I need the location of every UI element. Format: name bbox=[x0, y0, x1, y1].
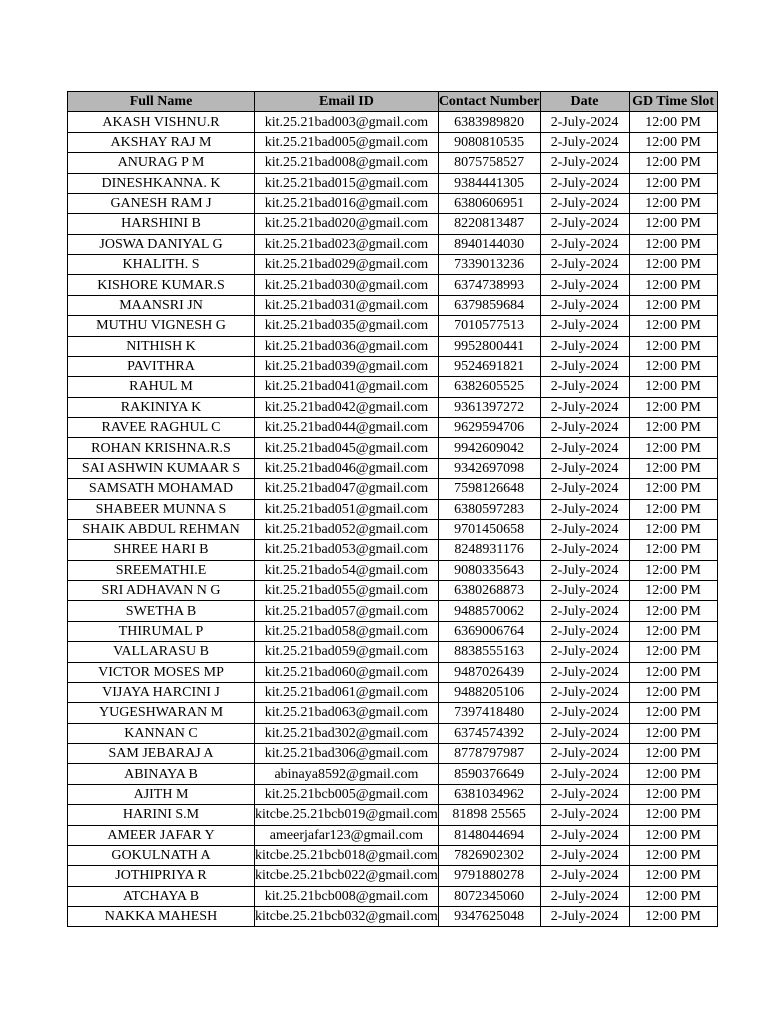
cell-email-id-text: kit.25.21bad042@gmail.com bbox=[264, 399, 429, 415]
cell-date: 2-July-2024 bbox=[540, 499, 629, 519]
cell-email-id bbox=[255, 112, 439, 132]
table-row bbox=[68, 153, 718, 173]
cell-gd-time-slot: 12:00 PM bbox=[629, 662, 717, 682]
cell-contact-number: 8148044694 bbox=[438, 825, 540, 845]
cell-contact-number: 7397418480 bbox=[438, 703, 540, 723]
cell-email-id-text: kit.25.21bad036@gmail.com bbox=[264, 338, 429, 354]
cell-email-id bbox=[255, 723, 439, 743]
cell-email-id-text: kit.25.21bad302@gmail.com bbox=[264, 725, 429, 741]
table-row bbox=[68, 601, 718, 621]
cell-date: 2-July-2024 bbox=[540, 601, 629, 621]
cell-date: 2-July-2024 bbox=[540, 336, 629, 356]
cell-contact-number: 8940144030 bbox=[438, 234, 540, 254]
cell-date: 2-July-2024 bbox=[540, 540, 629, 560]
cell-email-id-text: kit.25.21bad035@gmail.com bbox=[264, 318, 429, 334]
cell-email-id bbox=[255, 214, 439, 234]
cell-gd-time-slot: 12:00 PM bbox=[629, 621, 717, 641]
cell-gd-time-slot: 12:00 PM bbox=[629, 744, 717, 764]
table-row bbox=[68, 744, 718, 764]
cell-full-name: RAKINIYA K bbox=[68, 397, 255, 417]
cell-full-name: SAI ASHWIN KUMAAR S bbox=[68, 458, 255, 478]
table-row bbox=[68, 581, 718, 601]
cell-contact-number: 8778797987 bbox=[438, 744, 540, 764]
table-row bbox=[68, 214, 718, 234]
cell-email-id bbox=[255, 703, 439, 723]
cell-date: 2-July-2024 bbox=[540, 519, 629, 539]
cell-full-name: NITHISH K bbox=[68, 336, 255, 356]
cell-date: 2-July-2024 bbox=[540, 560, 629, 580]
cell-full-name: ROHAN KRISHNA.R.S bbox=[68, 438, 255, 458]
cell-date: 2-July-2024 bbox=[540, 214, 629, 234]
cell-email-id-text: kit.25.21bad061@gmail.com bbox=[264, 685, 429, 701]
cell-gd-time-slot: 12:00 PM bbox=[629, 560, 717, 580]
header-full-name: Full Name bbox=[68, 92, 255, 112]
cell-email-id-text: kit.25.21bad047@gmail.com bbox=[264, 481, 429, 497]
cell-full-name: ABINAYA B bbox=[68, 764, 255, 784]
table-row bbox=[68, 540, 718, 560]
cell-full-name: JOSWA DANIYAL G bbox=[68, 234, 255, 254]
cell-contact-number: 9942609042 bbox=[438, 438, 540, 458]
cell-full-name: SWETHA B bbox=[68, 601, 255, 621]
cell-email-id-text: kit.25.21bad031@gmail.com bbox=[264, 297, 429, 313]
cell-email-id-text: kit.25.21bad041@gmail.com bbox=[264, 379, 429, 395]
cell-date: 2-July-2024 bbox=[540, 642, 629, 662]
cell-full-name: SHABEER MUNNA S bbox=[68, 499, 255, 519]
cell-date: 2-July-2024 bbox=[540, 907, 629, 927]
cell-full-name: RAVEE RAGHUL C bbox=[68, 418, 255, 438]
table-row bbox=[68, 642, 718, 662]
cell-full-name: ATCHAYA B bbox=[68, 886, 255, 906]
cell-email-id-text: kit.25.21bad003@gmail.com bbox=[264, 114, 429, 130]
cell-email-id bbox=[255, 682, 439, 702]
cell-date: 2-July-2024 bbox=[540, 377, 629, 397]
cell-email-id bbox=[255, 907, 439, 927]
cell-email-id bbox=[255, 193, 439, 213]
cell-email-id-text: kit.25.21bad023@gmail.com bbox=[264, 236, 429, 252]
cell-date: 2-July-2024 bbox=[540, 845, 629, 865]
cell-gd-time-slot: 12:00 PM bbox=[629, 397, 717, 417]
cell-gd-time-slot: 12:00 PM bbox=[629, 316, 717, 336]
cell-email-id bbox=[255, 744, 439, 764]
cell-email-id-text: kitcbe.25.21bcb022@gmail.com bbox=[255, 868, 438, 884]
cell-full-name: SAMSATH MOHAMAD bbox=[68, 479, 255, 499]
cell-contact-number: 6383989820 bbox=[438, 112, 540, 132]
cell-full-name: SAM JEBARAJ A bbox=[68, 744, 255, 764]
cell-contact-number: 9342697098 bbox=[438, 458, 540, 478]
cell-date: 2-July-2024 bbox=[540, 805, 629, 825]
cell-full-name: VALLARASU B bbox=[68, 642, 255, 662]
table-row bbox=[68, 397, 718, 417]
cell-full-name: AMEER JAFAR Y bbox=[68, 825, 255, 845]
cell-email-id-text: kit.25.21bad057@gmail.com bbox=[264, 603, 429, 619]
cell-email-id-text: kit.25.21bad030@gmail.com bbox=[264, 277, 429, 293]
cell-date: 2-July-2024 bbox=[540, 479, 629, 499]
cell-email-id bbox=[255, 519, 439, 539]
cell-email-id-text: kit.25.21bad055@gmail.com bbox=[264, 583, 429, 599]
cell-email-id-text: kit.25.21bad039@gmail.com bbox=[264, 359, 429, 375]
cell-email-id bbox=[255, 356, 439, 376]
cell-gd-time-slot: 12:00 PM bbox=[629, 234, 717, 254]
cell-date: 2-July-2024 bbox=[540, 886, 629, 906]
cell-contact-number: 6374574392 bbox=[438, 723, 540, 743]
cell-gd-time-slot: 12:00 PM bbox=[629, 581, 717, 601]
cell-gd-time-slot: 12:00 PM bbox=[629, 153, 717, 173]
table-row bbox=[68, 193, 718, 213]
cell-gd-time-slot: 12:00 PM bbox=[629, 784, 717, 804]
cell-email-id bbox=[255, 173, 439, 193]
cell-email-id bbox=[255, 621, 439, 641]
cell-email-id bbox=[255, 642, 439, 662]
table-row bbox=[68, 845, 718, 865]
cell-date: 2-July-2024 bbox=[540, 764, 629, 784]
cell-email-id-text: kitcbe.25.21bcb018@gmail.com bbox=[255, 848, 438, 864]
cell-gd-time-slot: 12:00 PM bbox=[629, 601, 717, 621]
cell-gd-time-slot: 12:00 PM bbox=[629, 458, 717, 478]
cell-date: 2-July-2024 bbox=[540, 295, 629, 315]
cell-full-name: HARSHINI B bbox=[68, 214, 255, 234]
cell-contact-number: 9487026439 bbox=[438, 662, 540, 682]
cell-full-name: VIJAYA HARCINI J bbox=[68, 682, 255, 702]
cell-contact-number: 8072345060 bbox=[438, 886, 540, 906]
cell-full-name: YUGESHWARAN M bbox=[68, 703, 255, 723]
cell-gd-time-slot: 12:00 PM bbox=[629, 173, 717, 193]
table-row bbox=[68, 418, 718, 438]
cell-email-id-text: kit.25.21bad015@gmail.com bbox=[264, 175, 429, 191]
cell-contact-number: 81898 25565 bbox=[438, 805, 540, 825]
cell-full-name: AJITH M bbox=[68, 784, 255, 804]
cell-email-id bbox=[255, 132, 439, 152]
cell-gd-time-slot: 12:00 PM bbox=[629, 825, 717, 845]
table-row bbox=[68, 519, 718, 539]
cell-gd-time-slot: 12:00 PM bbox=[629, 356, 717, 376]
cell-gd-time-slot: 12:00 PM bbox=[629, 886, 717, 906]
cell-gd-time-slot: 12:00 PM bbox=[629, 682, 717, 702]
cell-email-id bbox=[255, 581, 439, 601]
cell-email-id-text: kit.25.21bad053@gmail.com bbox=[264, 542, 429, 558]
cell-email-id-text: kit.25.21bad058@gmail.com bbox=[264, 623, 429, 639]
cell-email-id bbox=[255, 234, 439, 254]
cell-contact-number: 9488570062 bbox=[438, 601, 540, 621]
cell-email-id bbox=[255, 397, 439, 417]
cell-full-name: VICTOR MOSES MP bbox=[68, 662, 255, 682]
cell-email-id bbox=[255, 540, 439, 560]
cell-full-name: SHREE HARI B bbox=[68, 540, 255, 560]
table-row bbox=[68, 723, 718, 743]
table-row bbox=[68, 825, 718, 845]
cell-email-id-text: kit.25.21bad020@gmail.com bbox=[264, 216, 429, 232]
cell-contact-number: 7339013236 bbox=[438, 255, 540, 275]
cell-contact-number: 6380606951 bbox=[438, 193, 540, 213]
cell-gd-time-slot: 12:00 PM bbox=[629, 723, 717, 743]
table-row bbox=[68, 275, 718, 295]
cell-date: 2-July-2024 bbox=[540, 581, 629, 601]
table-row bbox=[68, 356, 718, 376]
cell-date: 2-July-2024 bbox=[540, 234, 629, 254]
cell-contact-number: 9384441305 bbox=[438, 173, 540, 193]
table-row bbox=[68, 784, 718, 804]
cell-email-id bbox=[255, 255, 439, 275]
header-row bbox=[68, 92, 718, 112]
cell-gd-time-slot: 12:00 PM bbox=[629, 193, 717, 213]
cell-contact-number: 9488205106 bbox=[438, 682, 540, 702]
table-row bbox=[68, 764, 718, 784]
cell-email-id bbox=[255, 845, 439, 865]
cell-email-id-text: kit.25.21bcb005@gmail.com bbox=[264, 786, 429, 802]
cell-full-name: AKASH VISHNU.R bbox=[68, 112, 255, 132]
cell-full-name: KHALITH. S bbox=[68, 255, 255, 275]
cell-full-name: PAVITHRA bbox=[68, 356, 255, 376]
cell-full-name: RAHUL M bbox=[68, 377, 255, 397]
table-row bbox=[68, 682, 718, 702]
table-row bbox=[68, 377, 718, 397]
table-row bbox=[68, 479, 718, 499]
table-row bbox=[68, 234, 718, 254]
cell-gd-time-slot: 12:00 PM bbox=[629, 866, 717, 886]
cell-email-id bbox=[255, 825, 439, 845]
header-contact-number: Contact Number bbox=[438, 92, 540, 112]
cell-contact-number: 9629594706 bbox=[438, 418, 540, 438]
table-row bbox=[68, 438, 718, 458]
table-row bbox=[68, 866, 718, 886]
cell-email-id-text: kit.25.21bad060@gmail.com bbox=[264, 664, 429, 680]
cell-date: 2-July-2024 bbox=[540, 173, 629, 193]
cell-date: 2-July-2024 bbox=[540, 703, 629, 723]
cell-gd-time-slot: 12:00 PM bbox=[629, 438, 717, 458]
cell-date: 2-July-2024 bbox=[540, 682, 629, 702]
cell-full-name: THIRUMAL P bbox=[68, 621, 255, 641]
table-row bbox=[68, 703, 718, 723]
cell-email-id bbox=[255, 764, 439, 784]
cell-full-name: ANURAG P M bbox=[68, 153, 255, 173]
cell-gd-time-slot: 12:00 PM bbox=[629, 275, 717, 295]
cell-contact-number: 9361397272 bbox=[438, 397, 540, 417]
cell-date: 2-July-2024 bbox=[540, 662, 629, 682]
cell-email-id bbox=[255, 275, 439, 295]
cell-gd-time-slot: 12:00 PM bbox=[629, 255, 717, 275]
cell-contact-number: 6379859684 bbox=[438, 295, 540, 315]
table-row bbox=[68, 886, 718, 906]
cell-email-id bbox=[255, 560, 439, 580]
cell-email-id bbox=[255, 336, 439, 356]
cell-full-name: KISHORE KUMAR.S bbox=[68, 275, 255, 295]
cell-gd-time-slot: 12:00 PM bbox=[629, 336, 717, 356]
cell-email-id bbox=[255, 499, 439, 519]
cell-date: 2-July-2024 bbox=[540, 458, 629, 478]
cell-gd-time-slot: 12:00 PM bbox=[629, 642, 717, 662]
cell-contact-number: 8838555163 bbox=[438, 642, 540, 662]
cell-gd-time-slot: 12:00 PM bbox=[629, 112, 717, 132]
cell-date: 2-July-2024 bbox=[540, 744, 629, 764]
cell-email-id-text: kit.25.21bad052@gmail.com bbox=[264, 522, 429, 538]
header-gd-time-slot: GD Time Slot bbox=[629, 92, 717, 112]
table-row bbox=[68, 316, 718, 336]
cell-contact-number: 9347625048 bbox=[438, 907, 540, 927]
cell-contact-number: 6382605525 bbox=[438, 377, 540, 397]
cell-contact-number: 8590376649 bbox=[438, 764, 540, 784]
cell-contact-number: 9952800441 bbox=[438, 336, 540, 356]
cell-full-name: SREEMATHI.E bbox=[68, 560, 255, 580]
cell-email-id-text: abinaya8592@gmail.com bbox=[274, 766, 419, 782]
cell-contact-number: 6380597283 bbox=[438, 499, 540, 519]
cell-contact-number: 7010577513 bbox=[438, 316, 540, 336]
cell-email-id bbox=[255, 886, 439, 906]
cell-contact-number: 9080810535 bbox=[438, 132, 540, 152]
table-header bbox=[68, 92, 718, 112]
cell-email-id bbox=[255, 153, 439, 173]
table-row bbox=[68, 907, 718, 927]
cell-contact-number: 8220813487 bbox=[438, 214, 540, 234]
cell-email-id-text: kit.25.21bad029@gmail.com bbox=[264, 257, 429, 273]
cell-contact-number: 7826902302 bbox=[438, 845, 540, 865]
table-row bbox=[68, 560, 718, 580]
cell-date: 2-July-2024 bbox=[540, 112, 629, 132]
cell-full-name: GANESH RAM J bbox=[68, 193, 255, 213]
cell-date: 2-July-2024 bbox=[540, 866, 629, 886]
cell-email-id bbox=[255, 662, 439, 682]
cell-date: 2-July-2024 bbox=[540, 397, 629, 417]
table-row bbox=[68, 112, 718, 132]
cell-contact-number: 6374738993 bbox=[438, 275, 540, 295]
cell-full-name: SHAIK ABDUL REHMAN bbox=[68, 519, 255, 539]
cell-email-id bbox=[255, 418, 439, 438]
table-row bbox=[68, 132, 718, 152]
cell-email-id-text: kit.25.21bad306@gmail.com bbox=[264, 746, 429, 762]
cell-email-id bbox=[255, 438, 439, 458]
cell-email-id-text: kit.25.21bad045@gmail.com bbox=[264, 440, 429, 456]
cell-email-id bbox=[255, 377, 439, 397]
cell-email-id-text: kit.25.21bado54@gmail.com bbox=[264, 562, 429, 578]
cell-contact-number: 7598126648 bbox=[438, 479, 540, 499]
cell-email-id-text: ameerjafar123@gmail.com bbox=[269, 827, 424, 843]
cell-email-id bbox=[255, 479, 439, 499]
cell-gd-time-slot: 12:00 PM bbox=[629, 703, 717, 723]
table-row bbox=[68, 255, 718, 275]
table-row bbox=[68, 336, 718, 356]
cell-full-name: NAKKA MAHESH bbox=[68, 907, 255, 927]
cell-contact-number: 9701450658 bbox=[438, 519, 540, 539]
cell-full-name: KANNAN C bbox=[68, 723, 255, 743]
cell-email-id-text: kit.25.21bad005@gmail.com bbox=[264, 134, 429, 150]
cell-email-id-text: kit.25.21bad059@gmail.com bbox=[264, 644, 429, 660]
cell-email-id-text: kitcbe.25.21bcb019@gmail.com bbox=[255, 807, 438, 823]
cell-date: 2-July-2024 bbox=[540, 825, 629, 845]
cell-date: 2-July-2024 bbox=[540, 356, 629, 376]
header-email-id: Email ID bbox=[255, 92, 439, 112]
cell-gd-time-slot: 12:00 PM bbox=[629, 805, 717, 825]
header-date: Date bbox=[540, 92, 629, 112]
cell-email-id bbox=[255, 601, 439, 621]
cell-contact-number: 6369006764 bbox=[438, 621, 540, 641]
cell-email-id-text: kit.25.21bad044@gmail.com bbox=[264, 420, 429, 436]
cell-contact-number: 9524691821 bbox=[438, 356, 540, 376]
cell-email-id-text: kit.25.21bad008@gmail.com bbox=[264, 155, 429, 171]
table-row bbox=[68, 458, 718, 478]
cell-full-name: AKSHAY RAJ M bbox=[68, 132, 255, 152]
cell-date: 2-July-2024 bbox=[540, 193, 629, 213]
cell-date: 2-July-2024 bbox=[540, 784, 629, 804]
table-row bbox=[68, 805, 718, 825]
cell-full-name: DINESHKANNA. K bbox=[68, 173, 255, 193]
cell-email-id bbox=[255, 316, 439, 336]
cell-gd-time-slot: 12:00 PM bbox=[629, 845, 717, 865]
cell-email-id bbox=[255, 866, 439, 886]
cell-date: 2-July-2024 bbox=[540, 255, 629, 275]
cell-gd-time-slot: 12:00 PM bbox=[629, 377, 717, 397]
cell-full-name: GOKULNATH A bbox=[68, 845, 255, 865]
cell-gd-time-slot: 12:00 PM bbox=[629, 418, 717, 438]
cell-email-id-text: kit.25.21bad016@gmail.com bbox=[264, 196, 429, 212]
cell-gd-time-slot: 12:00 PM bbox=[629, 519, 717, 539]
cell-full-name: HARINI S.M bbox=[68, 805, 255, 825]
cell-contact-number: 6381034962 bbox=[438, 784, 540, 804]
cell-contact-number: 6380268873 bbox=[438, 581, 540, 601]
cell-gd-time-slot: 12:00 PM bbox=[629, 499, 717, 519]
participants-table bbox=[67, 91, 718, 927]
cell-gd-time-slot: 12:00 PM bbox=[629, 214, 717, 234]
cell-gd-time-slot: 12:00 PM bbox=[629, 540, 717, 560]
cell-gd-time-slot: 12:00 PM bbox=[629, 764, 717, 784]
cell-date: 2-July-2024 bbox=[540, 275, 629, 295]
cell-contact-number: 9080335643 bbox=[438, 560, 540, 580]
cell-contact-number: 8075758527 bbox=[438, 153, 540, 173]
cell-contact-number: 9791880278 bbox=[438, 866, 540, 886]
cell-date: 2-July-2024 bbox=[540, 723, 629, 743]
cell-gd-time-slot: 12:00 PM bbox=[629, 295, 717, 315]
cell-email-id-text: kit.25.21bad051@gmail.com bbox=[264, 501, 429, 517]
table-row bbox=[68, 662, 718, 682]
cell-date: 2-July-2024 bbox=[540, 132, 629, 152]
cell-full-name: MAANSRI JN bbox=[68, 295, 255, 315]
cell-email-id-text: kit.25.21bcb008@gmail.com bbox=[264, 888, 429, 904]
cell-date: 2-July-2024 bbox=[540, 418, 629, 438]
cell-date: 2-July-2024 bbox=[540, 621, 629, 641]
cell-date: 2-July-2024 bbox=[540, 316, 629, 336]
table-body bbox=[68, 112, 718, 927]
cell-full-name: MUTHU VIGNESH G bbox=[68, 316, 255, 336]
cell-contact-number: 8248931176 bbox=[438, 540, 540, 560]
cell-full-name: JOTHIPRIYA R bbox=[68, 866, 255, 886]
cell-email-id-text: kit.25.21bad046@gmail.com bbox=[264, 460, 429, 476]
table-row bbox=[68, 173, 718, 193]
cell-date: 2-July-2024 bbox=[540, 153, 629, 173]
cell-email-id bbox=[255, 784, 439, 804]
table-row bbox=[68, 295, 718, 315]
cell-full-name: SRI ADHAVAN N G bbox=[68, 581, 255, 601]
cell-gd-time-slot: 12:00 PM bbox=[629, 907, 717, 927]
cell-gd-time-slot: 12:00 PM bbox=[629, 479, 717, 499]
table-row bbox=[68, 621, 718, 641]
cell-email-id-text: kit.25.21bad063@gmail.com bbox=[264, 705, 429, 721]
table-row bbox=[68, 499, 718, 519]
cell-email-id bbox=[255, 295, 439, 315]
cell-email-id bbox=[255, 805, 439, 825]
cell-date: 2-July-2024 bbox=[540, 438, 629, 458]
cell-email-id-text: kitcbe.25.21bcb032@gmail.com bbox=[255, 909, 438, 925]
cell-gd-time-slot: 12:00 PM bbox=[629, 132, 717, 152]
cell-email-id bbox=[255, 458, 439, 478]
